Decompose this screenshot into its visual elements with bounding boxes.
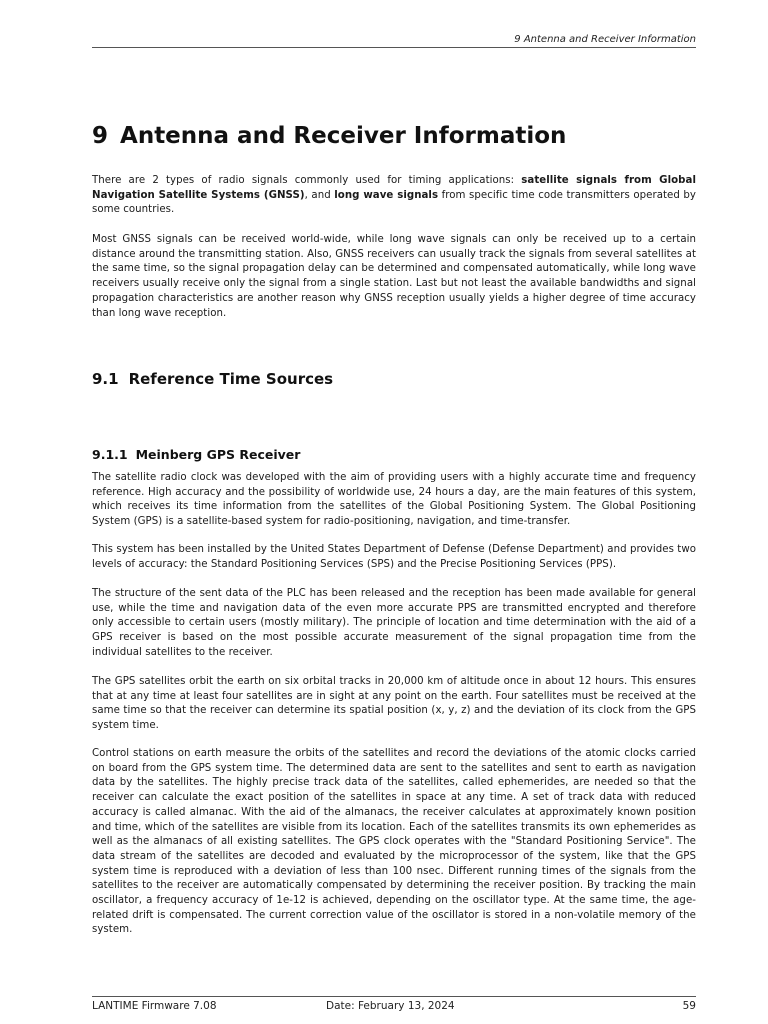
section-title-text: Reference Time Sources — [128, 370, 334, 388]
chapter-title-text: Antenna and Receiver Information — [120, 123, 567, 149]
header-divider — [92, 47, 696, 48]
intro-bold-longwave: long wave signals — [334, 189, 439, 201]
intro-text: from specific time code transmitters operated by some countries. — [92, 189, 696, 216]
intro-bold-gnss: satellite signals from Global Navigation Satellite Systems (GNSS) — [92, 175, 696, 201]
gps-paragraph-5: Control stations on earth measure the orbits of the satellites and record the deviations of the atomic clocks carried on board from the GPS system time. The determined data are sent to the satellites and sent to earth as navigation data by the satellites. The highly precise track data of the satellites, called ephemerides, are needed so that the receiver can calculate the exact position of the satellites in space at any time. A set of track data with reduced accuracy is called almanac. With the aid of the almanacs, the receiver calculates at approximately known position and time, which of the satellites are visible from its location. Each of the satellites transmits its own ephemerides as well as the almanacs of all existing satellites. The GPS clock operates with the "Standard Positioning Service". The data stream of the satellites are decoded and evaluated by the microprocessor of the system, like that the GPS system time is reproduced with a deviation of less than 100 nsec. Different running times of the signals from the satellites to the receiver are automatically compensated by determining the receiver position. By tracking the main oscillator, a frequency accuracy of 1e-12 is achieved, depending on the oscillator type. At the same time, the age-related drift is compensated. The current correction value of the oscillator is stored in a non-volatile memory of the system. — [92, 748, 696, 936]
subsection-title-text: Meinberg GPS Receiver — [135, 447, 301, 462]
section-title — [92, 368, 696, 390]
intro-text: There are 2 types of radio signals commonly used for timing applications: — [92, 175, 522, 186]
gps-paragraph-2: This system has been installed by the United States Department of Defense (Defense Department) and provides two levels of accuracy: the Standard Positioning Services (SPS) and the Precise Positioning Services (PPS). — [92, 544, 696, 570]
intro-text: , and — [304, 189, 335, 201]
chapter-number: 9 — [92, 123, 109, 149]
gps-paragraph-3: The structure of the sent data of the PLC has been released and the reception has been made available for general use, while the time and navigation data of the even more accurate PPS are transmitted encrypted and therefore only accessible to certain users (mostly military). The principle of location and time determination with the aid of a GPS receiver is based on the most possible accurate measurement of the signal propagation time from the individual satellites to the receiver. — [92, 588, 696, 658]
intro-paragraph-1 — [92, 174, 696, 218]
footer-date: Date: February 13, 2024 — [326, 1000, 455, 1012]
footer-product: LANTIME Firmware 7.08 — [92, 1000, 217, 1012]
chapter-title — [92, 118, 696, 154]
intro-paragraph-2: Most GNSS signals can be received world-wide, while long wave signals can only be received up to a certain distance around the transmitting station. Also, GNSS receivers can usually track the signals from several satellites at the same time, so the signal propagation delay can be determined and compensated automatically, while long wave receivers usually receive only the signal from a single station. Last but not least the available bandwidths and signal propagation characteristics are another reason why GNSS reception usually yields a higher degree of time accuracy than long wave reception. — [92, 234, 696, 319]
running-header: 9 Antenna and Receiver Information — [514, 34, 696, 45]
footer-divider — [92, 996, 696, 997]
subsection-title — [92, 445, 696, 465]
gps-paragraph-1: The satellite radio clock was developed with the aim of providing users with a highly accurate time and frequency reference. High accuracy and the possibility of worldwide use, 24 hours a day, are the main features of this system, which receives its time information from the satellites of the Global Positioning System. The Global Positioning System (GPS) is a satellite-based system for radio-positioning, navigation, and time-transfer. — [92, 472, 696, 528]
gps-paragraph-4: The GPS satellites orbit the earth on six orbital tracks in 20,000 km of altitude once in about 12 hours. This ensures that at any time at least four satellites are in sight at any point on the earth. Four satellites must be received at the same time so that the receiver can determine its spatial position (x, y, z) and the deviation of its clock from the GPS system time. — [92, 676, 696, 732]
section-number: 9.1 — [92, 370, 119, 388]
subsection-number: 9.1.1 — [92, 447, 128, 462]
footer-page-number: 59 — [682, 1000, 696, 1012]
